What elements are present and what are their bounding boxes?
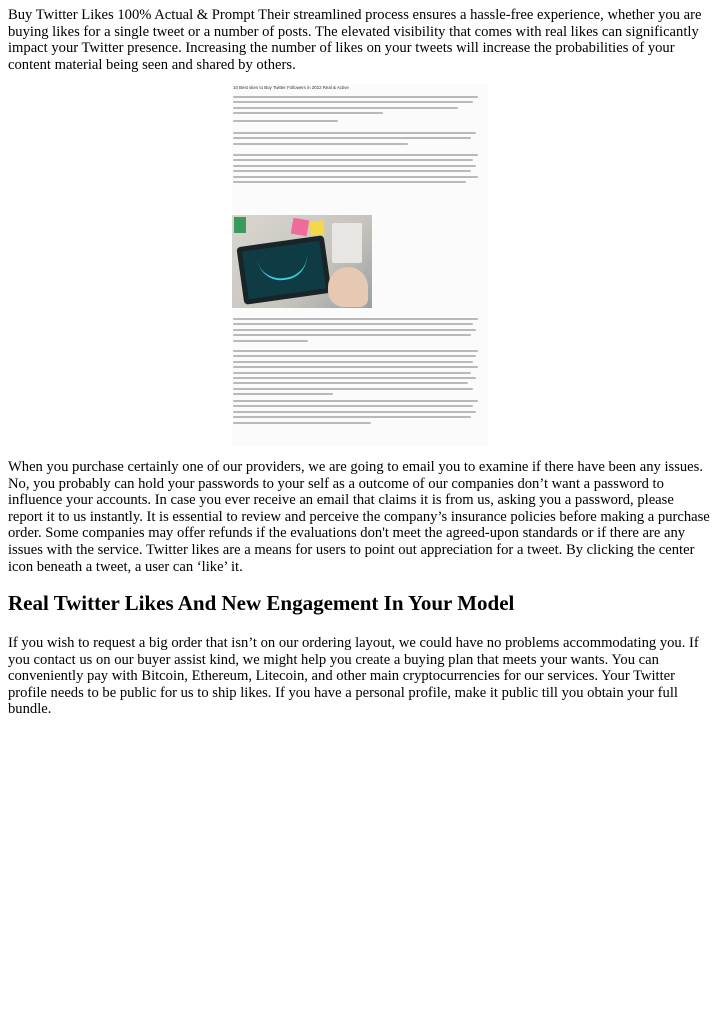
section-heading: Real Twitter Likes And New Engagement In Your Model xyxy=(8,591,515,615)
purchase-paragraph: When you purchase certainly one of our providers, we are going to email you to examine if there have been any issues. No, you probably can hold your passwords to your self as a outcome of our companies don’t want a password to influence your accounts. In case you ever receive an email that claims it is from us, asking you a password, please report it to us instantly. It is essential to review and perceive the company’s insurance policies before making a purchase order. Some companies may offer refunds if the evaluations don't meet the agreed-upon standards or if there are any issues with the service. Twitter likes are a means for users to point out appreciation for a tweet. By clicking the center icon beneath a tweet, a user can ‘like’ it. xyxy=(8,459,710,575)
embedded-article-screenshot xyxy=(232,84,488,446)
embedded-tablet-photo xyxy=(232,215,372,308)
intro-paragraph: Buy Twitter Likes 100% Actual & Prompt Their streamlined process ensures a hassle-free experience, whether you are buying likes for a single tweet or a number of posts. The elevated visibility that comes with real likes can significantly impact your Twitter presence. Increasing the number of likes on your tweets will increase the probabilities of your content material being seen and shared by others. xyxy=(8,7,702,73)
embedded-text-block xyxy=(233,350,483,399)
embedded-text-block xyxy=(233,318,483,345)
embedded-article-title: 10 Best sites to Buy Twitter Followers in 2022 Real & Active xyxy=(233,85,349,90)
order-paragraph: If you wish to request a big order that isn’t on our ordering layout, we could have no problems accommodating you. If you contact us on our buyer assist kind, we might help you create a buying plan that meets your wants. You can conveniently pay with Bitcoin, Ethereum, Litecoin, and other main cryptocurrencies for our services. Your Twitter profile needs to be public for us to ship likes. If you have a personal profile, make it public till you obtain your full bundle. xyxy=(8,635,699,718)
embedded-url-line xyxy=(233,120,483,125)
embedded-text-block xyxy=(233,400,483,427)
embedded-text-block xyxy=(233,154,483,186)
embedded-text-block xyxy=(233,96,483,118)
embedded-text-block xyxy=(233,132,483,148)
